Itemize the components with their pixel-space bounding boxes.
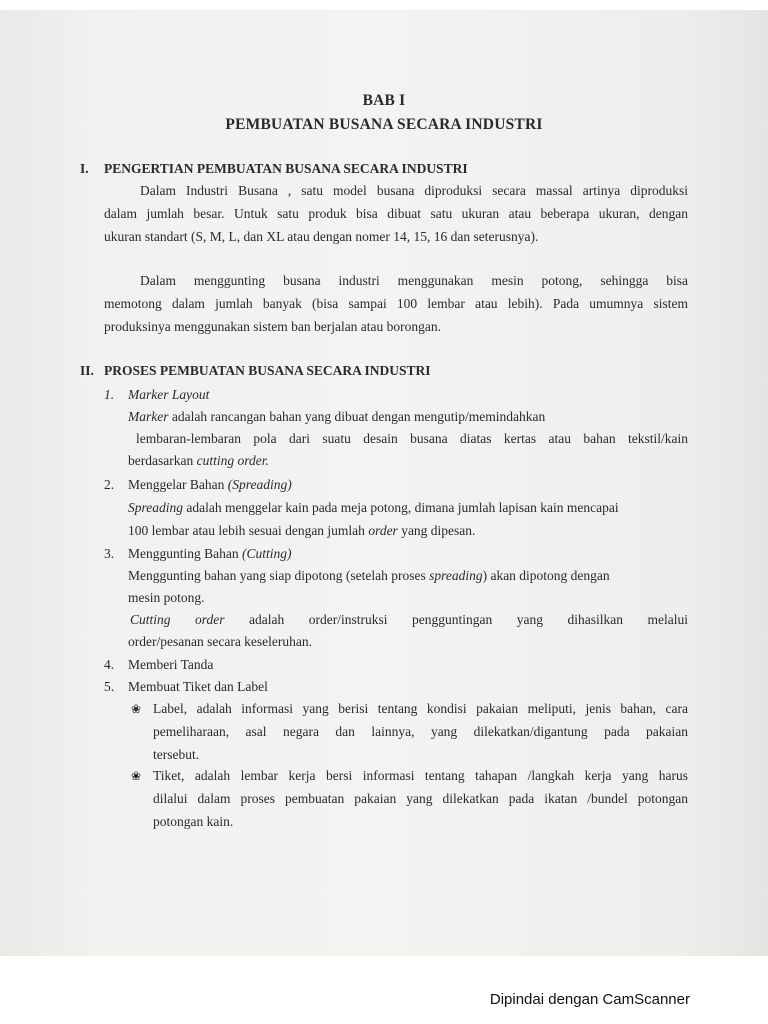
bullet-1-line1: Label, adalah informasi yang berisi tentang kondisi pakaian meliputi, jenis bahan, cara xyxy=(153,701,688,716)
s1-p1-line1: Dalam Industri Busana , satu model busana diproduksi secara massal artinya diproduksi xyxy=(140,183,688,198)
s1-p1-line2: dalam jumlah besar. Untuk satu produk bisa dibuat satu ukuran atau beberapa ukuran, dengan xyxy=(104,206,688,221)
s1-p2-line1: Dalam menggunting busana industri menggunakan mesin potong, sehingga bisa xyxy=(140,273,688,288)
item-2-line2: 100 lembar atau lebih sesuai dengan jumlah order yang dipesan. xyxy=(128,523,476,538)
section-1-title: PENGERTIAN PEMBUATAN BUSANA SECARA INDUSTRI xyxy=(104,161,468,176)
item-1-line2: lembaran-lembaran pola dari suatu desain busana diatas kertas atau bahan tekstil/kain xyxy=(136,431,688,446)
scanned-page xyxy=(0,10,768,956)
item-3-line3: Cutting order adalah order/instruksi pengguntingan yang dihasilkan melalui xyxy=(130,612,688,627)
section-2-title: PROSES PEMBUATAN BUSANA SECARA INDUSTRI xyxy=(104,363,431,378)
item-3-title: Menggunting Bahan (Cutting) xyxy=(128,546,292,561)
s1-p1-line3: ukuran standart (S, M, L, dan XL atau dengan nomer 14, 15, 16 dan seterusnya). xyxy=(104,229,539,244)
item-3-line1: Menggunting bahan yang siap dipotong (setelah proses spreading) akan dipotong dengan xyxy=(128,568,610,583)
item-3-number: 3. xyxy=(104,546,115,561)
item-2-line1: Spreading adalah menggelar kain pada meja potong, dimana jumlah lapisan kain mencapai xyxy=(128,500,619,515)
item-1-line1: Marker adalah rancangan bahan yang dibuat dengan mengutip/memindahkan xyxy=(128,409,546,424)
bullet-2-line1: Tiket, adalah lembar kerja bersi informasi tentang tahapan /langkah kerja yang harus xyxy=(153,768,688,783)
item-1-line3: berdasarkan cutting order. xyxy=(128,453,269,468)
bullet-2-line2: dilalui dalam proses pembuatan pakaian yang dilekatkan pada ikatan /bundel potongan xyxy=(153,791,688,806)
chapter-label: BAB I xyxy=(362,92,406,109)
item-2-title: Menggelar Bahan (Spreading) xyxy=(128,477,292,492)
bullet-1-line3: tersebut. xyxy=(153,747,200,762)
item-5-title: Membuat Tiket dan Label xyxy=(128,679,268,694)
bullet-2-line3: potongan kain. xyxy=(153,814,234,829)
flower-bullet-icon: ❀ xyxy=(131,702,142,716)
section-2-number: II. xyxy=(80,363,94,378)
item-1-title: Marker Layout xyxy=(128,387,210,402)
flower-bullet-icon: ❀ xyxy=(131,769,142,783)
item-4-title: Memberi Tanda xyxy=(128,657,214,672)
item-3-line2: mesin potong. xyxy=(128,590,205,605)
item-4-number: 4. xyxy=(104,657,115,672)
scanner-watermark: Dipindai dengan CamScanner xyxy=(489,991,690,1008)
item-3-line4: order/pesanan secara keseleruhan. xyxy=(128,634,313,649)
item-1-number: 1. xyxy=(104,387,115,402)
item-2-number: 2. xyxy=(104,477,115,492)
s1-p2-line2: memotong dalam jumlah banyak (bisa sampai 100 lembar atau lebih). Pada umumnya sistem xyxy=(104,296,688,311)
section-1-number: I. xyxy=(80,161,89,176)
s1-p2-line3: produksinya menggunakan sistem ban berjalan atau borongan. xyxy=(104,319,442,334)
chapter-title: PEMBUATAN BUSANA SECARA INDUSTRI xyxy=(225,116,543,133)
bullet-1-line2: pemeliharaan, asal negara dan lainnya, yang dilekatkan/digantung pada pakaian xyxy=(153,724,688,739)
item-5-number: 5. xyxy=(104,679,115,694)
